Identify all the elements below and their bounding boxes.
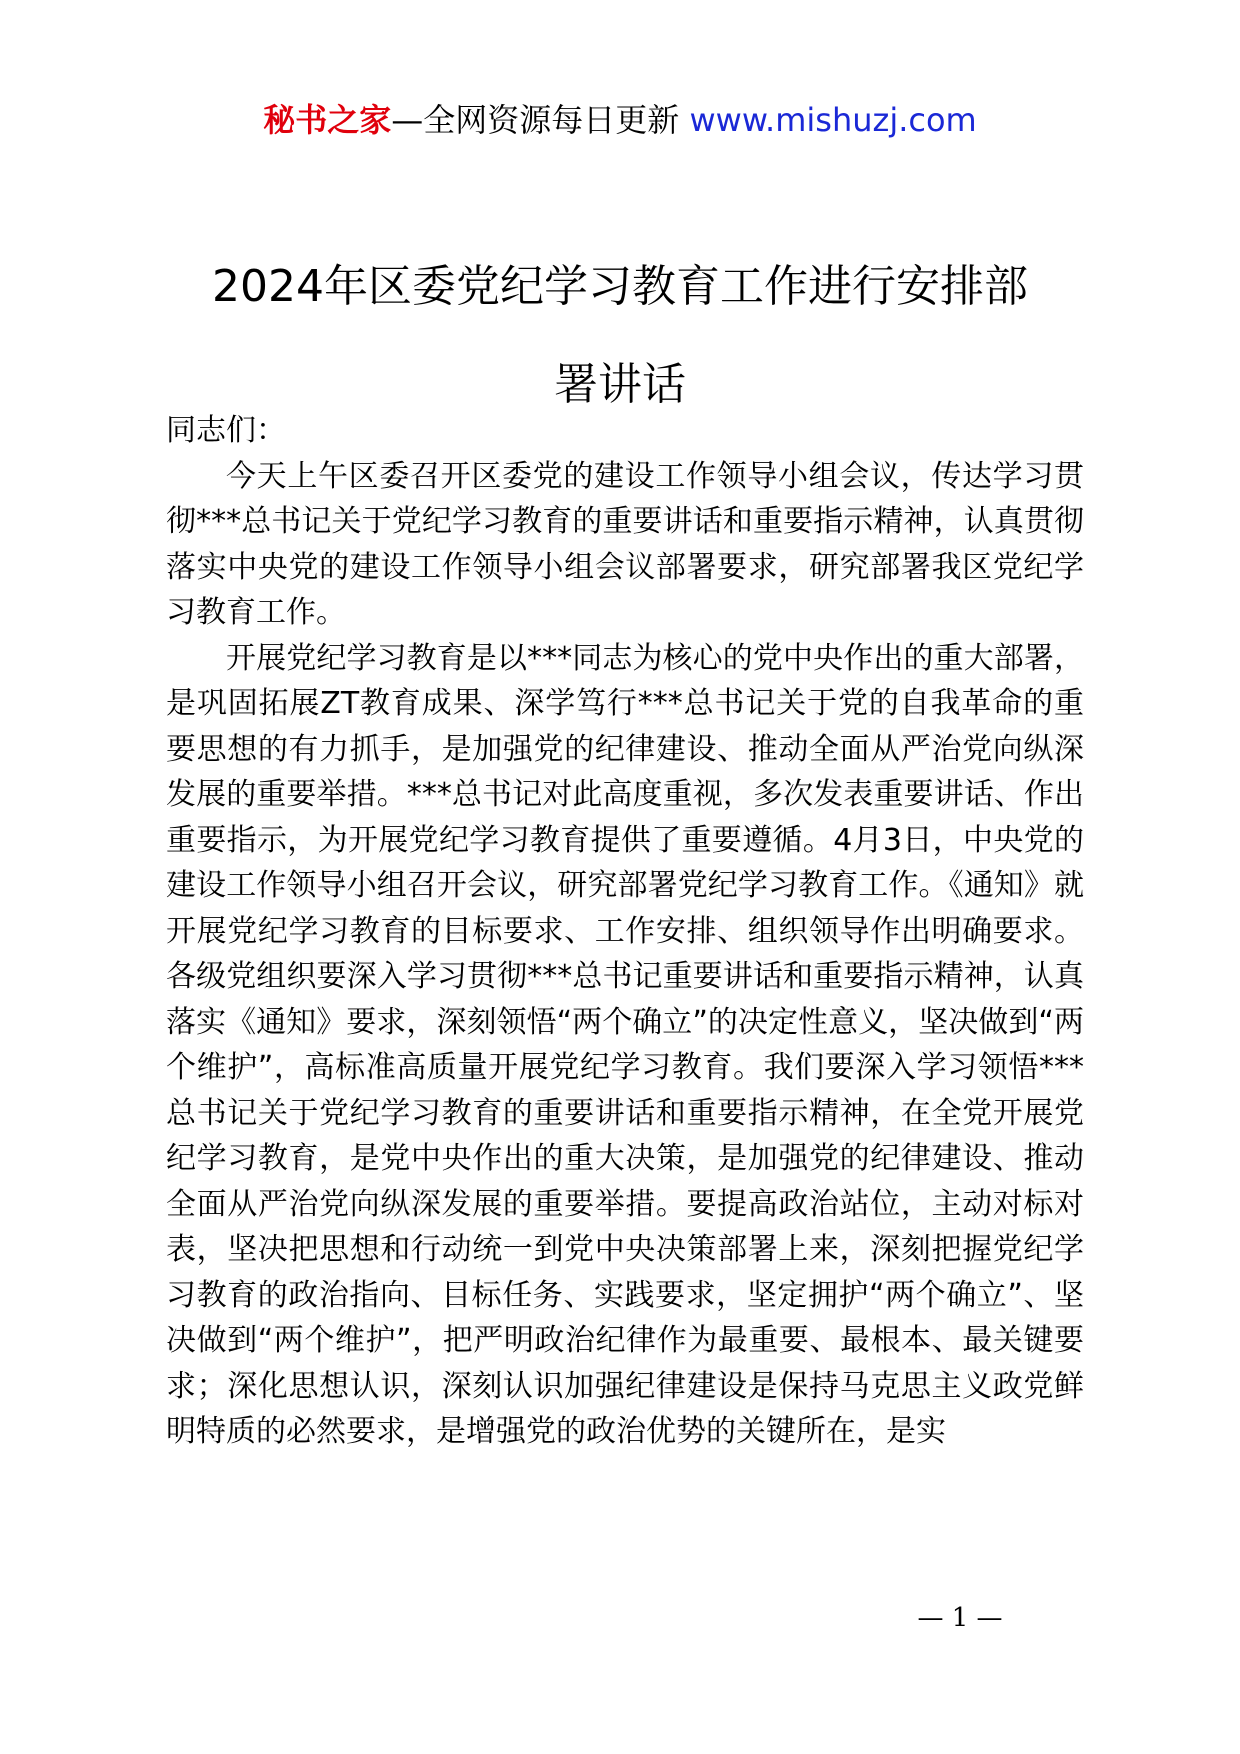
document-body [166, 408, 1084, 1455]
site-slogan: —全网资源每日更新 [391, 101, 680, 139]
document-title-line-2: 署讲话 [554, 359, 686, 410]
body-paragraph-1: 今天上午区委召开区委党的建设工作领导小组会议，传达学习贯彻***总书记关于党纪学习教育的重要讲话和重要指示精神，认真贯彻落实中央党的建设工作领导小组会议部署要求，研究部署我区党纪学习教育工作。 [166, 458, 1084, 630]
body-paragraph-2: 开展党纪学习教育是以***同志为核心的党中央作出的重大部署，是巩固拓展ZT教育成果、深学笃行***总书记关于党的自我革命的重要思想的有力抓手，是加强党的纪律建设、推动全面从严治党向纵深发展的重要举措。***总书记对此高度重视，多次发表重要讲话、作出重要指示，为开展党纪学习教育提供了重要遵循。4月3日，中央党的建设工作领导小组召开会议，研究部署党纪学习教育工作。《通知》就开展党纪学习教育的目标要求、工作安排、组织领导作出明确要求。各级党组织要深入学习贯彻***总书记重要讲话和重要指示精神，认真落实《通知》要求，深刻领悟“两个确立”的决定性意义，坚决做到“两个维护”，高标准高质量开展党纪学习教育。我们要深入学习领悟***总书记关于党纪学习教育的重要讲话和重要指示精神，在全党开展党纪学习教育，是党中央作出的重大决策，是加强党的纪律建设、推动全面从严治党向纵深发展的重要举措。要提高政治站位，主动对标对表，坚决把思想和行动统一到党中央决策部署上来，深刻把握党纪学习教育的政治指向、目标任务、实践要求，坚定拥护“两个确立”、坚决做到“两个维护”，把严明政治纪律作为最重要、最根本、最关键要求；深化思想认识，深刻认识加强纪律建设是保持马克思主义政党鲜明特质的必然要求，是增强党的政治优势的关键所在，是实 [166, 640, 1084, 1449]
document-title-line-1: 2024年区委党纪学习教育工作进行安排部 [212, 261, 1028, 312]
salutation: 同志们： [166, 413, 286, 448]
site-brand: 秘书之家 [263, 101, 392, 139]
site-header [0, 98, 1240, 142]
site-url-link[interactable]: www.mishuzj.com [689, 101, 977, 139]
page-number: — 1 — [917, 1603, 1003, 1633]
document-title [0, 238, 1240, 434]
